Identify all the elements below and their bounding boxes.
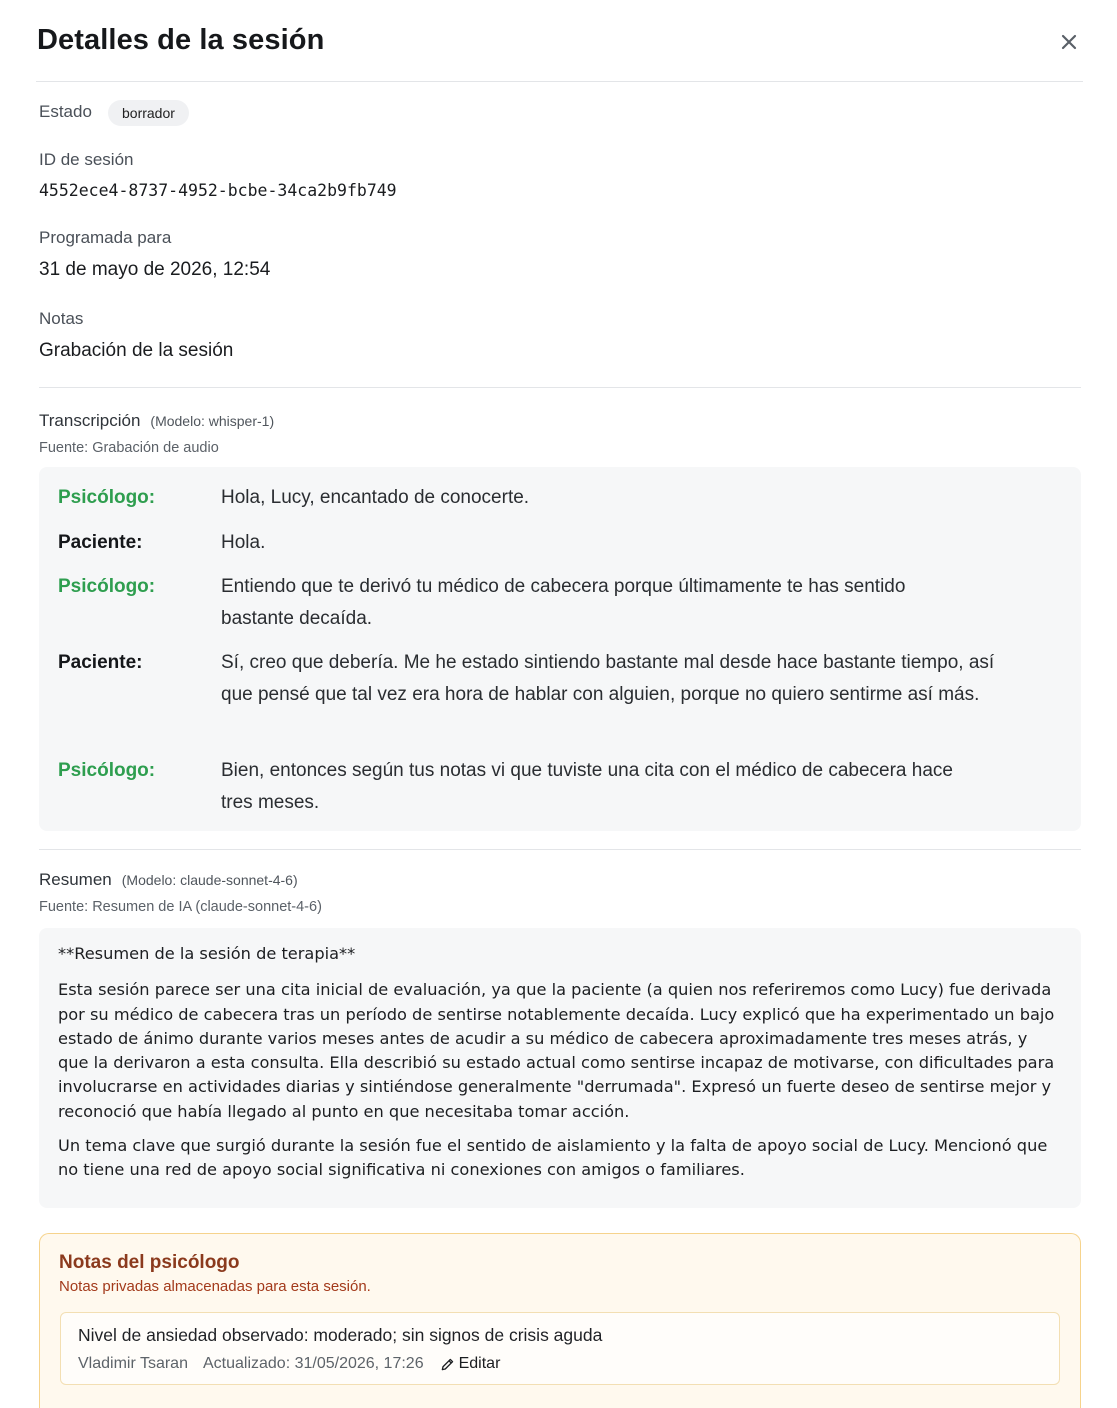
transcript-text: Hola, Lucy, encantado de conocerte. — [221, 487, 530, 508]
close-button[interactable] — [1055, 28, 1083, 56]
transcript-text: Hola. — [221, 532, 266, 553]
scheduled-value: 31 de mayo de 2026, 12:54 — [39, 259, 271, 280]
transcript-text: Entiendo que te derivó tu médico de cabecera porque últimamente te has sentido bastante decaída. — [221, 576, 906, 629]
psychologist-notes-subtitle: Notas privadas almacenadas para esta sesión. — [59, 1278, 371, 1295]
status-badge: borrador — [108, 100, 189, 126]
close-icon[interactable] — [1061, 34, 1077, 50]
transcript-speaker: Psicólogo: — [58, 760, 156, 781]
divider — [39, 387, 1081, 388]
transcript-text: Sí, creo que debería. Me he estado sintiendo bastante mal desde hace bastante tiempo, así que pensé que tal vez era hora de hablar con alguien, porque no quiero sentirme así más. — [221, 652, 995, 705]
transcription-title — [39, 411, 274, 431]
note-text: Nivel de ansiedad observado: moderado; sin signos de crisis aguda — [78, 1325, 603, 1345]
summary-title-text: Resumen — [39, 870, 112, 889]
summary-heading: **Resumen de la sesión de terapia** — [58, 944, 356, 963]
session-id-label: ID de sesión — [39, 150, 134, 169]
status-label: Estado — [39, 102, 92, 121]
psychologist-notes-title: Notas del psicólogo — [59, 1252, 240, 1273]
notes-value: Grabación de la sesión — [39, 340, 234, 361]
note-card — [60, 1312, 1060, 1385]
session-id-value: 4552ece4-8737-4952-bcbe-34ca2b9fb749 — [39, 181, 397, 200]
edit-note-button[interactable] — [440, 1355, 501, 1373]
scheduled-label: Programada para — [39, 228, 172, 247]
summary-paragraph: Un tema clave que surgió durante la sesión fue el sentido de aislamiento y la falta de apoyo social de Lucy. Mencionó que no tiene una red de apoyo social significativa ni conexiones con amigos o familiares. — [58, 1136, 1048, 1180]
transcript-speaker: Paciente: — [58, 652, 143, 673]
dialog-title: Detalles de la sesión — [37, 24, 325, 56]
transcript-line — [58, 647, 1068, 711]
transcription-model: (Modelo: whisper-1) — [150, 413, 275, 429]
transcript-speaker: Psicólogo: — [58, 576, 156, 597]
note-author: Vladimir Tsaran — [78, 1355, 188, 1372]
transcript-panel — [39, 467, 1081, 831]
summary-title — [39, 870, 298, 890]
transcript-line — [58, 527, 1068, 559]
transcript-line — [58, 482, 1068, 514]
transcription-title-text: Transcripción — [39, 411, 141, 430]
divider — [39, 849, 1081, 850]
dialog-header — [36, 0, 1083, 82]
summary-model: (Modelo: claude-sonnet-4-6) — [121, 872, 298, 888]
transcript-speaker: Paciente: — [58, 532, 143, 553]
summary-panel[interactable] — [39, 928, 1081, 1208]
transcript-speaker: Psicólogo: — [58, 487, 156, 508]
transcript-text: Bien, entonces según tus notas vi que tuviste una cita con el médico de cabecera hace tres meses. — [221, 760, 953, 813]
transcript-line — [58, 571, 1068, 635]
pencil-icon[interactable] — [440, 1357, 455, 1372]
summary-paragraph: Esta sesión parece ser una cita inicial de evaluación, ya que la paciente (a quien nos referiremos como Lucy) fue derivada por su médico de cabecera tras un período de sentirse notablemente decaída. Lucy explicó que ha experimentado un bajo estado de ánimo durante varios meses antes de acudir a su médico de cabecera aproximadamente tres meses atrás, y que la derivaron a esta consulta. Ella describió su estado actual como sentirse incapaz de motivarse, con dificultades para involucrarse en actividades diarias y sintiéndose generalmente "derrumada". Expresó un fuerte deseo de sentirse mejor y reconoció que había llegado al punto en que necesitaba tomar acción. — [58, 980, 1055, 1121]
edit-note-label[interactable]: Editar — [458, 1355, 501, 1372]
summary-source: Fuente: Resumen de IA (claude-sonnet-4-6) — [39, 899, 322, 915]
note-meta — [78, 1355, 500, 1373]
note-updated: Actualizado: 31/05/2026, 17:26 — [202, 1355, 424, 1372]
psychologist-notes-panel — [39, 1233, 1081, 1408]
transcription-source: Fuente: Grabación de audio — [39, 440, 219, 456]
transcript-line — [58, 755, 1068, 819]
notes-label: Notas — [39, 309, 84, 328]
